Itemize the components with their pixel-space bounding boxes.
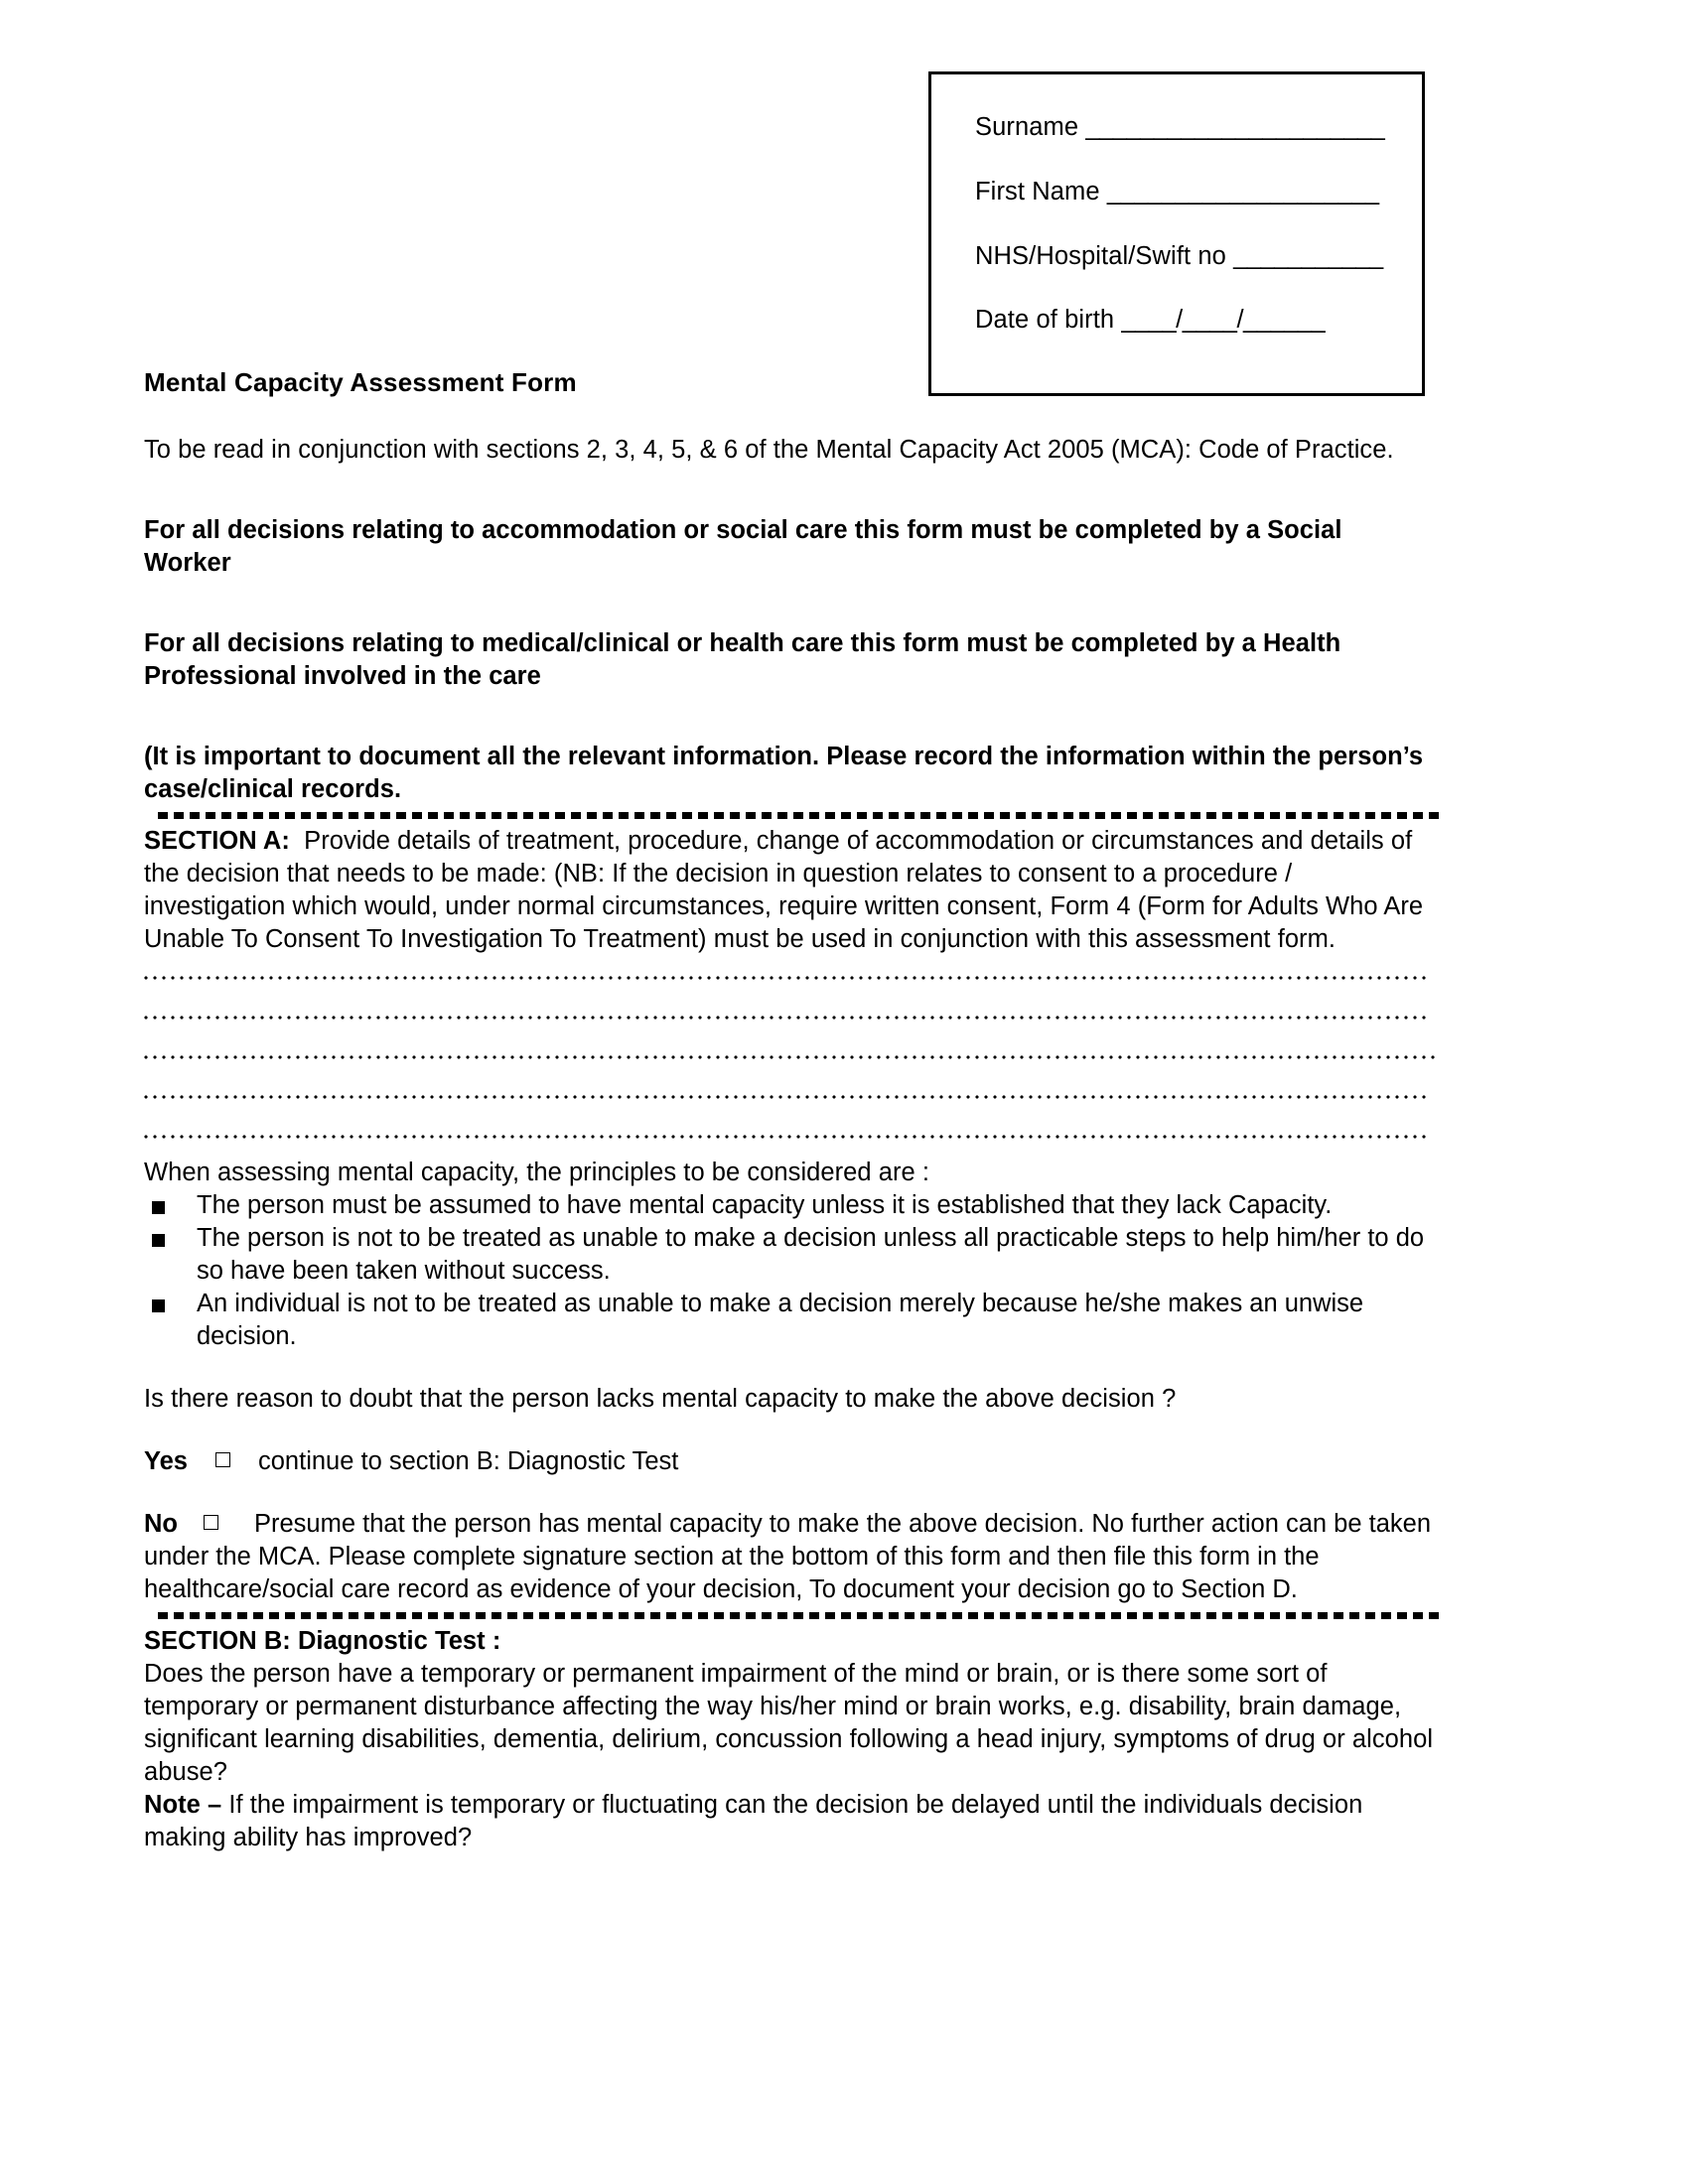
- notice-social-worker: For all decisions relating to accommodation or social care this form must be completed by a Social Worker: [144, 516, 1342, 577]
- surname-label: Surname: [975, 113, 1079, 141]
- list-item: [144, 1288, 1435, 1353]
- spacer: [144, 608, 1435, 627]
- fill-in-line[interactable]: [144, 958, 1430, 998]
- section-b-heading: SECTION B: Diagnostic Test :: [144, 1627, 501, 1655]
- section-a-paragraph: [144, 825, 1435, 956]
- section-divider-b: [158, 1612, 1439, 1619]
- spacer: [144, 494, 1435, 514]
- page-title: Mental Capacity Assessment Form: [144, 367, 577, 397]
- no-checkbox[interactable]: [204, 1515, 218, 1530]
- note-label: Note –: [144, 1791, 222, 1819]
- spacer: [144, 1416, 1435, 1445]
- square-bullet-icon: [152, 1201, 165, 1214]
- intro-paragraph: To be read in conjunction with sections 2, 3, 4, 5, & 6 of the Mental Capacity Act 2005 (MCA): Code of Practice.: [144, 436, 1394, 464]
- section-a-heading: SECTION A:: [144, 827, 290, 855]
- patient-field-date-of-birth: [975, 307, 1422, 334]
- section-divider-a: [158, 812, 1439, 819]
- principles-list: [144, 1189, 1435, 1353]
- patient-details-box: [928, 71, 1425, 396]
- spacer: [144, 1478, 1435, 1508]
- date-of-birth-label: Date of birth: [975, 306, 1115, 335]
- fill-in-line[interactable]: [144, 1077, 1430, 1117]
- spacer: [144, 1353, 1435, 1383]
- answer-row-yes: [144, 1445, 1435, 1478]
- answer-row-no: [144, 1508, 1435, 1606]
- section-b-body: Does the person have a temporary or permanent impairment of the mind or brain, or is there some sort of temporary or permanent disturbance affecting the way his/her mind or brain works, e.g. disability, brain damage, significant learning disabilities, dementia, delirium, concussion following a head injury, symptoms of drug or alcohol abuse?: [144, 1660, 1434, 1786]
- spacer: [144, 721, 1435, 741]
- yes-checkbox[interactable]: [215, 1452, 230, 1467]
- list-item: [144, 1222, 1435, 1288]
- note-body: If the impairment is temporary or fluctuating can the decision be delayed until the individuals decision making ability has improved?: [144, 1791, 1363, 1851]
- yes-instruction-text: continue to section B: Diagnostic Test: [258, 1447, 679, 1475]
- fill-in-line[interactable]: [144, 998, 1430, 1037]
- principle-text: The person must be assumed to have mental capacity unless it is established that they lack Capacity.: [197, 1191, 1333, 1219]
- notice-document-info: (It is important to document all the relevant information. Please record the information within the person’s case/clinical records.: [144, 743, 1424, 803]
- square-bullet-icon: [152, 1234, 165, 1247]
- capacity-doubt-question: Is there reason to doubt that the person lacks mental capacity to make the above decision ?: [144, 1385, 1177, 1413]
- nhs-number-write-rule[interactable]: ___________: [1233, 241, 1383, 270]
- principle-text: The person is not to be treated as unable to make a decision unless all practicable steps to help him/her to do so have been taken without success.: [197, 1224, 1425, 1285]
- yes-label: Yes: [144, 1447, 188, 1475]
- square-bullet-icon: [152, 1299, 165, 1312]
- nhs-number-label: NHS/Hospital/Swift no: [975, 241, 1226, 270]
- patient-field-nhs-number: [975, 243, 1422, 270]
- fill-in-line[interactable]: [144, 1037, 1440, 1077]
- first-name-label: First Name: [975, 177, 1100, 205]
- date-of-birth-write-rule[interactable]: ____/____/______: [1121, 306, 1326, 335]
- notice-health-professional: For all decisions relating to medical/clinical or health care this form must be completed by a Health Professional involved in the care: [144, 629, 1341, 690]
- no-instruction-text: Presume that the person has mental capacity to make the above decision. No further action can be taken under the MCA. Please complete signature section at the bottom of this form and then file this form in the healthcare/social care record as evidence of your decision, To document your decision go to Section D.: [144, 1510, 1432, 1603]
- no-label: No: [144, 1510, 178, 1538]
- patient-field-surname: [975, 114, 1422, 141]
- list-item: [144, 1189, 1435, 1222]
- surname-write-rule[interactable]: ______________________: [1085, 113, 1385, 141]
- fill-in-line[interactable]: [144, 1117, 1430, 1157]
- principles-intro: When assessing mental capacity, the principles to be considered are :: [144, 1159, 930, 1186]
- section-a-fill-in-lines[interactable]: [144, 958, 1435, 1157]
- patient-field-first-name: [975, 179, 1422, 205]
- principle-text: An individual is not to be treated as unable to make a decision merely because he/she makes an unwise decision.: [197, 1290, 1364, 1350]
- section-b-note: [144, 1789, 1435, 1854]
- section-a-body: Provide details of treatment, procedure, change of accommodation or circumstances and details of the decision that needs to be made: (NB: If the decision in question relates to consent to a procedure / investigation which would, under normal circumstances, require written consent, Form 4 (Form for Adults Who Are Unable To Consent To Investigation To Treatment) must be used in conjunction with this assessment form.: [144, 827, 1424, 953]
- document-body: [144, 367, 1435, 1854]
- first-name-write-rule[interactable]: ____________________: [1106, 177, 1379, 205]
